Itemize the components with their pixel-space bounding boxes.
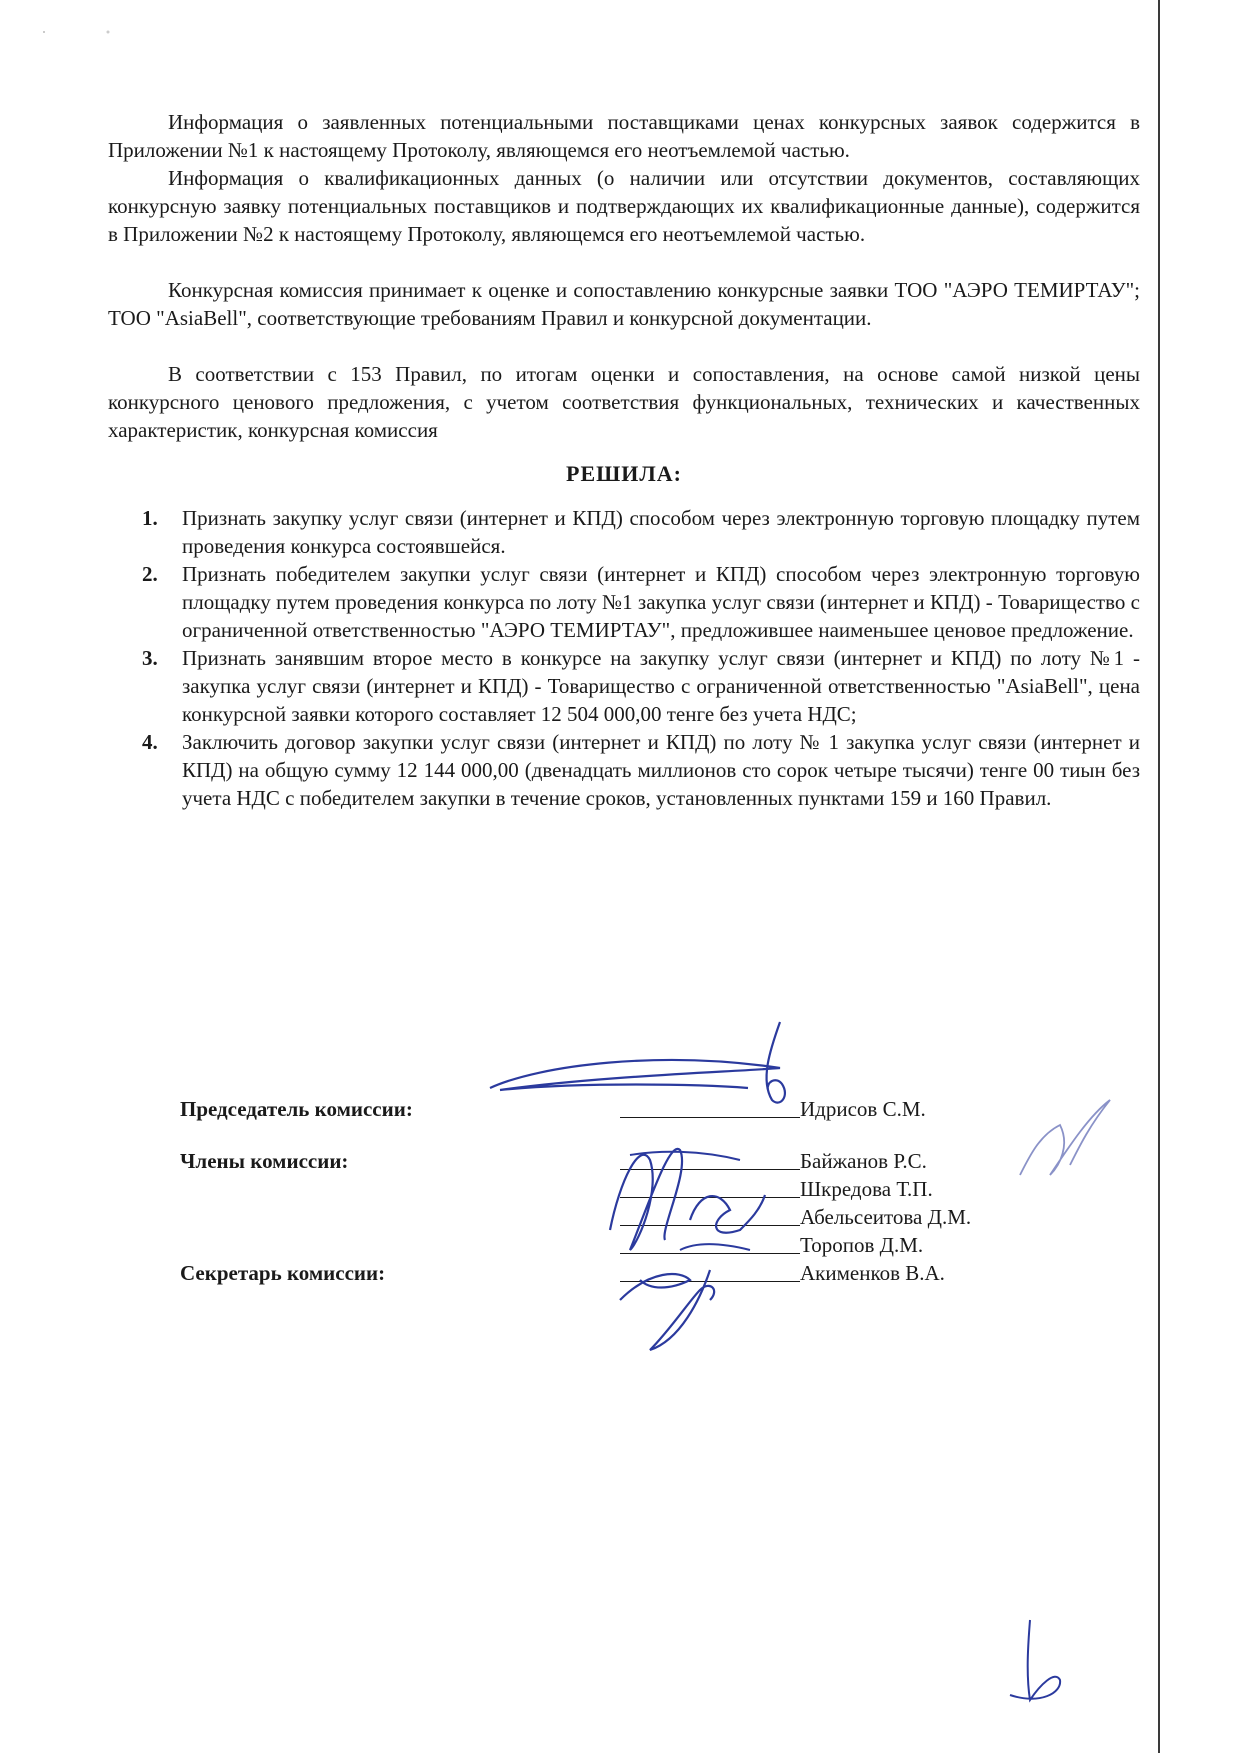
decision-item (142, 504, 1140, 560)
secretary-role: Секретарь комиссии: (180, 1261, 386, 1285)
decision-text: Признать закупку услуг связи (интернет и КПД) способом через электронную торговую площадку путем проведения конкурса состоявшейся. (182, 506, 1140, 558)
page-edge-line (1158, 0, 1160, 1753)
paragraph-accepted-bids: Конкурсная комиссия принимает к оценке и сопоставлению конкурсные заявки ТОО "АЭРО ТЕМИРТАУ"; ТОО "AsiaBell", соответствующие требованиям Правил и конкурсной документации. (108, 278, 1140, 330)
decision-item (142, 560, 1140, 644)
paragraph-qualification-info: Информация о квалификационных данных (о наличии или отсутствии документов, составляющих конкурсную заявку потенциальных поставщиков и подтверждающих их квалификационные данные), содержится в Приложении №2 к настоящему Протоколу, являющемся его неотъемлемой частью. (108, 166, 1140, 246)
signature-line (620, 1095, 800, 1118)
signature-line (620, 1147, 800, 1170)
decision-number: 4. (142, 730, 158, 754)
member-name: Шкредова Т.П. (800, 1177, 933, 1201)
decision-text: Заключить договор закупки услуг связи (интернет и КПД) по лоту № 1 закупка услуг связи (интернет и КПД) на общую сумму 12 144 000,00 (двенадцать миллионов сто сорок четыре тысячи) тенге 00 тиын без учета НДС с победителем закупки в течение сроков, установленных пунктами 159 и 160 Правил. (182, 730, 1140, 810)
member-name: Абельсеитова Д.М. (800, 1205, 972, 1229)
chairman-row (180, 1095, 1060, 1123)
page-initials (1000, 1615, 1080, 1715)
decision-number: 2. (142, 562, 158, 586)
secretary-row (180, 1259, 1060, 1287)
member-row (180, 1203, 1060, 1231)
signature-line (620, 1175, 800, 1198)
decision-list (108, 504, 1140, 812)
paragraph-evaluation: В соответствии с 153 Правил, по итогам оценки и сопоставления, на основе самой низкой цены конкурсного ценового предложения, с учетом соответствия функциональных, технических и качественных характеристик, конкурсная комиссия (108, 362, 1140, 442)
signature-line (620, 1231, 800, 1254)
document-body (108, 108, 1140, 812)
signature-block (180, 1095, 1060, 1287)
members-role: Члены комиссии: (180, 1149, 349, 1173)
paragraph-price-info: Информация о заявленных потенциальными поставщиками ценах конкурсных заявок содержится в Приложении №1 к настоящему Протоколу, являющемся его неотъемлемой частью. (108, 110, 1140, 162)
decision-item (142, 644, 1140, 728)
decision-item (142, 728, 1140, 812)
decision-text: Признать занявшим второе место в конкурсе на закупку услуг связи (интернет и КПД) по лоту №1 - закупка услуг связи (интернет и КПД) - Товарищество с ограниченной ответственностью "AsiaBell", цена конкурсной заявки которого составляет 12 504 000,00 тенге без учета НДС; (182, 646, 1140, 726)
signature-line (620, 1259, 800, 1282)
decision-number: 1. (142, 506, 158, 530)
chairman-role: Председатель комиссии: (180, 1097, 413, 1121)
member-name: Байжанов Р.С. (800, 1149, 927, 1173)
chairman-name: Идрисов С.М. (800, 1097, 926, 1121)
member-name: Торопов Д.М. (800, 1233, 924, 1257)
scan-specks (40, 22, 140, 42)
decision-text: Признать победителем закупки услуг связи (интернет и КПД) способом через электронную торговую площадку путем проведения конкурса по лоту №1 закупка услуг связи (интернет и КПД) - Товарищество с ограниченной ответственностью "АЭРО ТЕМИРТАУ", предложившее наименьшее ценовое предложение. (182, 562, 1140, 642)
member-row (180, 1231, 1060, 1259)
member-row (180, 1175, 1060, 1203)
decision-number: 3. (142, 646, 158, 670)
secretary-name: Акименков В.А. (800, 1261, 945, 1285)
member-row (180, 1147, 1060, 1175)
decision-heading: РЕШИЛА: (566, 461, 682, 486)
signature-line (620, 1203, 800, 1226)
